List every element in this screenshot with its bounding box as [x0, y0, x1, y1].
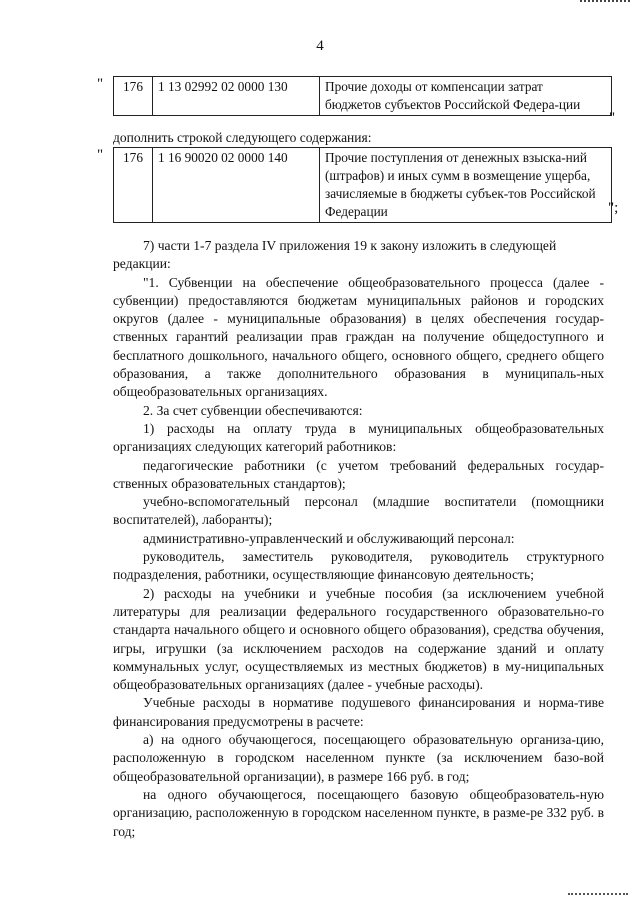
scan-mark	[568, 893, 628, 899]
quote-open-1: "	[97, 76, 104, 92]
paragraph: а) на одного обучающегося, посещающего образовательную организа-цию, расположенную в городском населенном пункте (за исключением базо-вой общеобразовательной организации), в размере 166 руб. в год;	[113, 732, 604, 784]
row-number: 176	[114, 77, 153, 116]
quote-close-1: "	[609, 110, 616, 126]
code-table-2	[113, 147, 612, 223]
code-description: Прочие доходы от компенсации затрат бюджетов субъектов Российской Федера-ции	[320, 77, 612, 116]
paragraph: административно-управленческий и обслуживающий персонал:	[143, 530, 515, 546]
table-row	[114, 77, 612, 116]
paragraph: 7) части 1-7 раздела IV приложения 19 к закону изложить в следующей	[143, 238, 557, 253]
paragraph: учебно-вспомогательный персонал (младшие воспитатели (помощники воспитателей), лаборанты);	[113, 494, 604, 528]
quote-close-2: ";	[608, 200, 619, 216]
paragraph: "1. Субвенции на обеспечение общеобразовательного процесса (далее - субвенции) предоставляются бюджетам муниципальных районов и городских округов (далее - муниципальные образования) в целях обеспечения государ-ственных гарантий реализации прав граждан на получение общедоступного и бесплатного дошкольного, начального общего, основного общего, среднего общего образования, а также дополнительного образования в муниципаль-ных общеобразовательных организациях.	[113, 274, 604, 400]
paragraph: 2) расходы на учебники и учебные пособия (за исключением учебной литературы для реализации федерального государственного образовательно-го стандарта начального общего и основного общего образования), средства обучения, игры, игрушки (за исключением расходов на содержание зданий и оплату коммунальных услуг, осуществляемых из местных бюджетов) в му-ниципальных общеобразовательных организациях (далее - учебные расходы).	[113, 585, 604, 693]
paragraph: 1) расходы на оплату труда в муниципальных общеобразовательных организациях следующих категорий работников:	[113, 420, 604, 455]
paragraph: Учебные расходы в нормативе подушевого финансирования и норма-тиве финансирования предусмотрены в расчете:	[113, 695, 604, 729]
row-number: 176	[114, 148, 153, 223]
code-table-1	[113, 76, 612, 116]
code-description: Прочие поступления от денежных взыска-ний (штрафов) и иных сумм в возмещение ущерба, зачисляемые в бюджеты субъек-тов Российской Федерации	[320, 148, 612, 223]
document-body	[113, 237, 604, 841]
budget-code: 1 13 02992 02 0000 130	[153, 77, 320, 116]
budget-code: 1 16 90020 02 0000 140	[153, 148, 320, 223]
scan-mark	[580, 0, 630, 5]
paragraph: редакции:	[113, 256, 171, 272]
paragraph: на одного обучающегося, посещающего базовую общеобразователь-ную организацию, расположенную в городском населенном пункте, в разме-ре 332 руб. в год;	[113, 786, 604, 839]
page-number: 4	[316, 38, 324, 54]
paragraph: руководитель, заместитель руководителя, руководитель структурного подразделения, работники, осуществляющие финансовую деятельность;	[113, 549, 604, 583]
paragraph: педагогические работники (с учетом требований федеральных государ-ственных образовательных стандартов);	[113, 457, 604, 491]
paragraph: 2. За счет субвенции обеспечиваются:	[143, 402, 363, 418]
quote-open-2: "	[97, 147, 104, 163]
table-row	[114, 148, 612, 223]
instruction-text: дополнить строкой следующего содержания:	[113, 130, 372, 145]
